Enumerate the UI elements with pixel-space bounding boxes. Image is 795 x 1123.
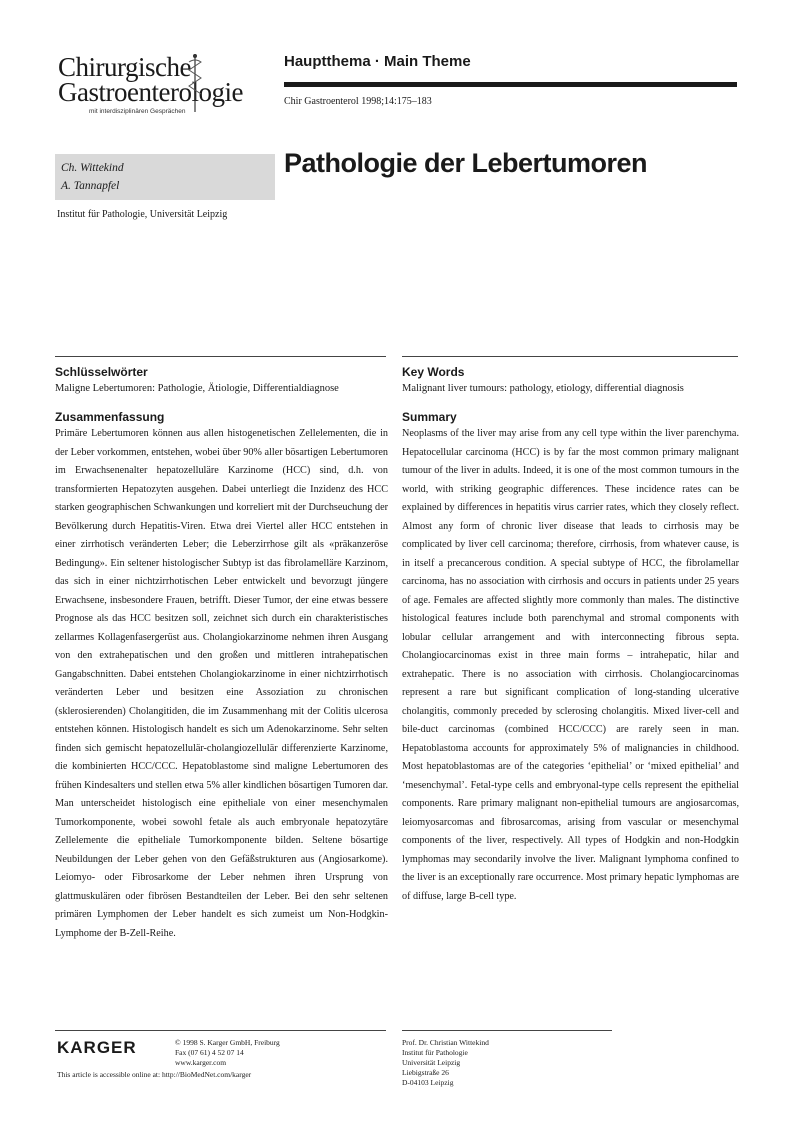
online-access-note[interactable]: This article is accessible online at: http://BioMedNet.com/karger (57, 1070, 252, 1079)
english-keywords-heading: Key Words (402, 365, 465, 379)
caduceus-icon (186, 52, 212, 114)
column-divider (402, 356, 738, 357)
footer-divider (402, 1030, 612, 1031)
address-line: Universität Leipzig (402, 1058, 461, 1067)
german-summary-heading: Zusammenfassung (55, 410, 165, 424)
publisher-web-link[interactable]: www.karger.com (175, 1058, 227, 1067)
english-summary-heading: Summary (402, 410, 457, 424)
english-keywords: Malignant liver tumours: pathology, etiology, differential diagnosis (402, 383, 684, 394)
correspondence-address (402, 1038, 489, 1088)
theme-divider (284, 82, 737, 87)
german-keywords: Maligne Lebertumoren: Pathologie, Ätiologie, Differentialdiagnose (55, 383, 339, 394)
publisher-info (175, 1038, 280, 1068)
german-abstract-column (55, 364, 388, 943)
address-line: Liebigstraße 26 (402, 1068, 449, 1077)
column-divider (55, 356, 386, 357)
german-keywords-heading: Schlüsselwörter (55, 365, 148, 379)
address-line: D-04103 Leipzig (402, 1078, 454, 1087)
english-abstract-column (402, 364, 739, 906)
address-line: Prof. Dr. Christian Wittekind (402, 1038, 489, 1047)
english-summary-text: Neoplasms of the liver may arise from any cell type within the liver parenchyma. Hepatocellular carcinoma (HCC) is by far the most common primary malignant tumour of the liver in adults. Indeed, it is one of the most common tumours in the world, with striking geographic differences. These incidence rates can be explained by differences in hepatitis virus carrier rates, which they closely reflect. Almost any form of chronic liver disease that leads to cirrhosis may be complicated by liver cell carcinoma; therefore, cirrhosis, from whatever cause, is in itself a precancerous condition. A special subtype of HCC, the fibrolamellar carcinoma, has no association with cirrhosis and occurs in patients under 25 years of age. Females are affected slightly more commonly than males. The distinctive histological features include both parenchymal and stromal components with lobular cellular arrangement and with interconnecting fibrous septa. Cholangiocarcinomas exist in three main forms – intrahepatic, hilar and extrahepatic. There is no association with cirrhosis. Cholangiocarcinomas represent a rare but significant complication of long-standing ulcerative cholangitis, commonly preceded by sclerosing cholangitis. Mixed liver-cell and bile-duct carcinomas (combined HCC/CCC) are rarely seen in man. Hepatoblastoma accounts for approximately 5% of malignancies in childhood. Most hepatoblastomas are of the categories ‘epithelial’ or ‘mixed epithelial’ and ‘mesenchymal’. Fetal-type cells and embryonal-type cells represent the epithelial components. Rare primary malignant non-epithelial tumours are angiosarcomas, leiomyosarcomas and fibrosarcomas, arising from vascular or mesenchymal components of the liver, respectively. All types of Hodgkin and non-Hodgkin lymphomas may secondarily involve the liver. Malignant lymphoma confined to the liver is an exceptionally rare occurrence. Most primary hepatic lymphomas are of diffuse, large B-cell type. (402, 428, 739, 902)
footer-divider (55, 1030, 386, 1031)
journal-logo-line1: Chirurgische (58, 52, 191, 82)
article-title: Pathologie der Lebertumoren (284, 148, 648, 178)
german-summary-text: Primäre Lebertumoren können aus allen histogenetischen Zellelementen, die in der Leber vorkommen, entstehen, wobei über 90% aller bösartigen Lebertumoren im Erwachsenenalter hepatozelluläre Karzinome (HCC) sind, d.h. von transformierten Hepatozyten ausgehen. Dabei unterliegt die Inzidenz des HCC starken geographischen Schwankungen und korreliert mit der Durchseuchung der Bevölkerung durch Hepatitis-Viren. Etwa drei Viertel aller HCC entstehen in einer zirrhotisch veränderten Leber; die Leberzirrhose gilt als «präkanzeröse Bedingung». Ein seltener histologischer Subtyp ist das fibrolamelläre Karzinom, das sich in einer nichtzirrhotischen Leber entwickelt und bevorzugt jüngere Erwachsene, insbesondere Frauen, betrifft. Dieser Tumor, der eine etwas bessere Prognose als das HCC besitzen soll, zeichnet sich durch ein charakteristisches zellarmes Kollagenfasergerüst aus. Cholangiokarzinome nehmen ihren Ausgang von den extrahepatischen und den großen und mittleren intrahepatischen Gangabschnitten. Dabei entstehen Cholangiokarzinome in einer nichtzirrhotisch veränderten Leber und besitzen eine Assoziation zu chronischen (sklerosierenden) Cholangitiden, die im Zusammenhang mit der Colitis ulcerosa entstehen können. Histologisch handelt es sich um Adenokarzinome. Sehr selten finden sich gemischt hepatozellulär-cholangiozellulär differenzierte Karzinome, die kombinierten HCC/CCC. Hepatoblastome sind maligne Lebertumoren des frühen Kindesalters und stellen etwa 5% aller kindlichen bösartigen Tumoren dar. Man unterscheidet histologisch eine epitheliale von einer mesenchymalen Tumorkomponente, wobei sowohl fetale als auch embryonale hepatozytäre Zellelemente die epitheliale Tumorkomponente bilden. Seltene bösartige Neubildungen der Leber gehen von den Gefäßstrukturen aus (Angiosarkome). Leiomyo- oder Fibrosarkome der Leber nehmen ihren Ursprung von glattmuskulären oder fibrösen Bestandteilen der Leber. Bei den sehr seltenen primären Lymphomen der Leber handelt es sich zumeist um Non-Hodgkin-Lymphome der B-Zell-Reihe. (55, 428, 388, 939)
copyright-text: © 1998 S. Karger GmbH, Freiburg (175, 1038, 280, 1047)
publisher-fax: Fax (07 61) 4 52 07 14 (175, 1048, 244, 1057)
author-name: A. Tannapfel (61, 180, 120, 192)
journal-logo-line2: Gastroenterologie (58, 77, 243, 107)
journal-logo-subtitle: mit interdisziplinären Gesprächen (89, 108, 186, 115)
publisher-logo: KARGER (57, 1038, 137, 1057)
author-institution: Institut für Pathologie, Universität Leipzig (57, 209, 228, 220)
theme-label: Hauptthema · Main Theme (284, 53, 471, 70)
citation: Chir Gastroenterol 1998;14:175–183 (284, 96, 432, 107)
author-name: Ch. Wittekind (61, 162, 124, 174)
address-line: Institut für Pathologie (402, 1048, 468, 1057)
authors-box (55, 154, 275, 200)
